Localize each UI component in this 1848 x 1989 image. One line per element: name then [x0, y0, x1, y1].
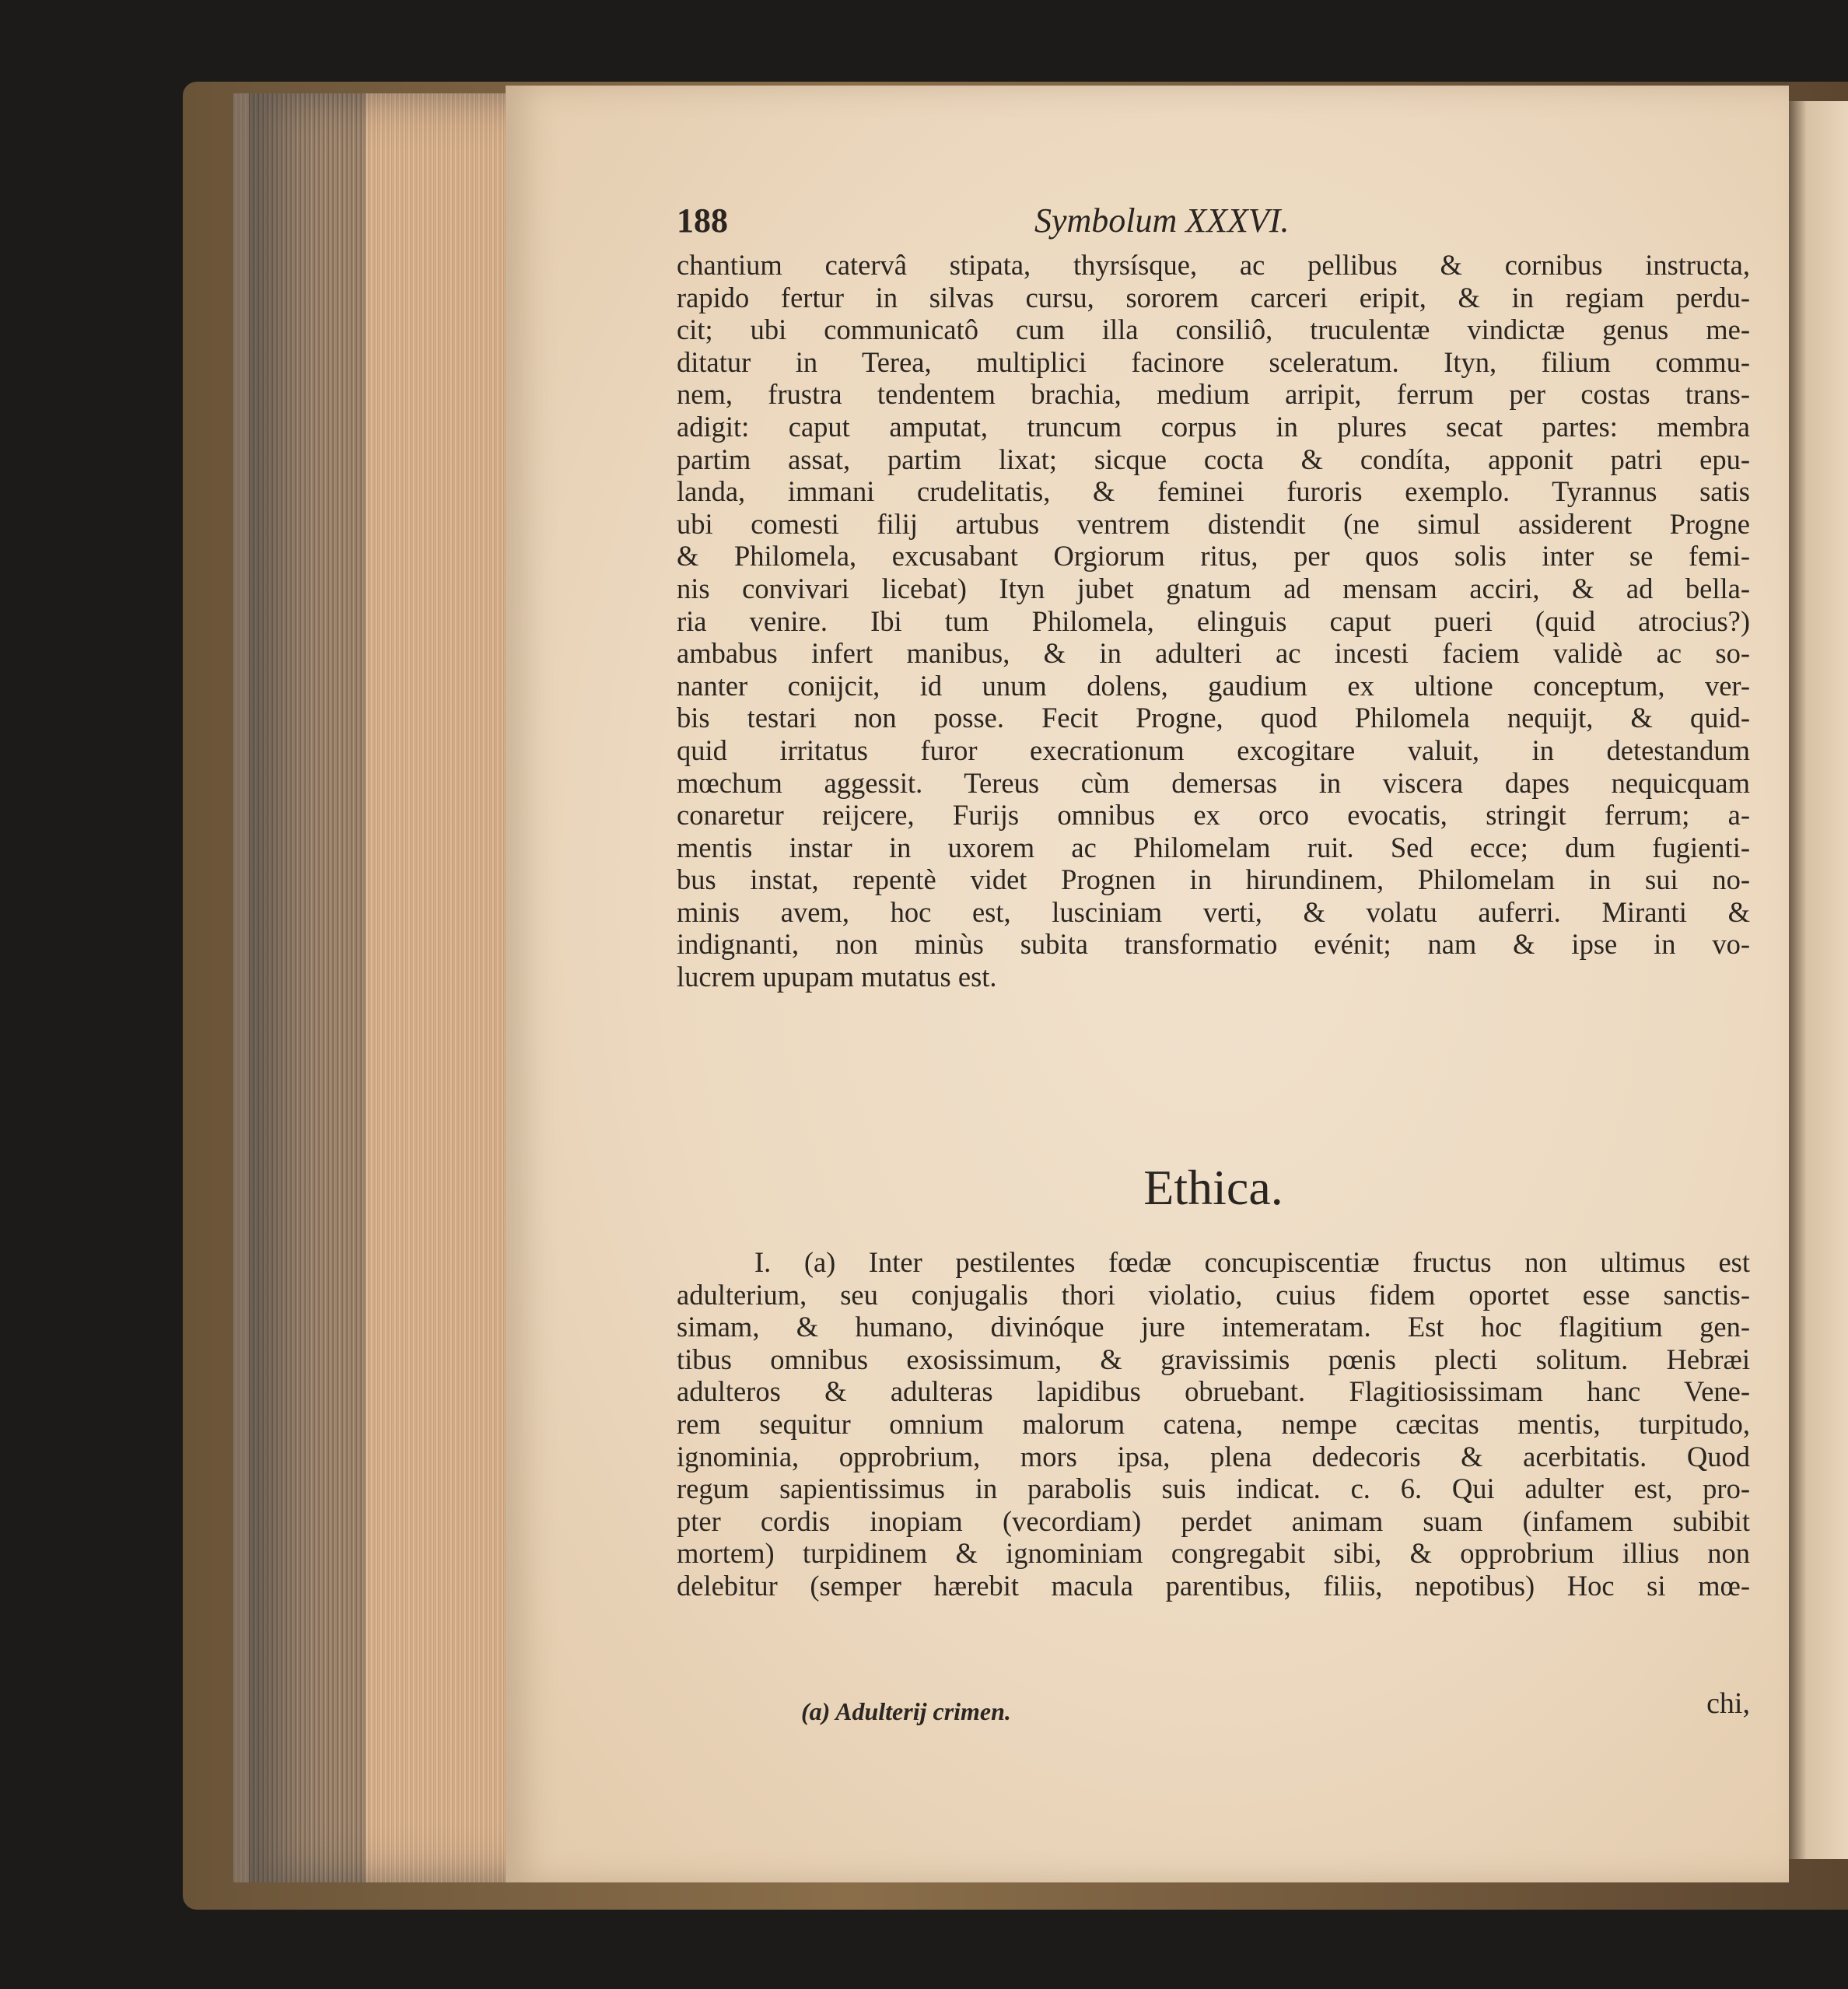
text-line: regum sapientissimus in parabolis suis indicat. c. 6. Qui adulter est, pro-	[677, 1472, 1750, 1505]
text-line: quid irritatus furor execrationum excogitare valuit, in detestandum	[677, 734, 1750, 766]
text-line: cit; ubi communicatô cum illa consiliô, truculentæ vindictæ genus me-	[677, 313, 1750, 346]
text-line: rem sequitur omnium malorum catena, nempe cæcitas mentis, turpitudo,	[677, 1407, 1750, 1440]
text-line: nis convivari licebat) Ityn jubet gnatum ad mensam acciri, & ad bella-	[677, 572, 1750, 604]
page-edges	[233, 93, 509, 1882]
text-line: ria venire. Ibi tum Philomela, elinguis caput pueri (quid atrocius?)	[677, 604, 1750, 637]
text-line: bus instat, repentè videt Prognen in hirundinem, Philomelam in sui no-	[677, 863, 1750, 896]
text-line: minis avem, hoc est, lusciniam verti, & volatu auferri. Miranti &	[677, 895, 1750, 928]
footnote: (a) Adulterij crimen.	[801, 1697, 1011, 1725]
text-line: ambabus infert manibus, & in adulteri ac incesti faciem validè ac so-	[677, 637, 1750, 670]
text-line: I. (a) Inter pestilentes fœdæ concupiscentiæ fructus non ultimus est	[754, 1246, 1750, 1278]
text-line: rapido fertur in silvas cursu, sororem carceri eripit, & in regiam perdu-	[677, 281, 1750, 313]
text-line: mœchum aggessit. Tereus cùm demersas in viscera dapes nequicquam	[677, 766, 1750, 799]
text-line: adulterium, seu conjugalis thori violatio, cuius fidem oportet esse sanctis-	[677, 1278, 1750, 1311]
text-line: nem, frustra tendentem brachia, medium arripit, ferrum per costas trans-	[677, 378, 1750, 411]
text-line: & Philomela, excusabant Orgiorum ritus, per quos solis inter se femi-	[677, 540, 1750, 573]
text-line: ubi comesti filij artubus ventrem distendit (ne simul assiderent Progne	[677, 507, 1750, 540]
text-line: pter cordis inopiam (vecordiam) perdet animam suam (infamem subibit	[677, 1504, 1750, 1537]
text-line: conaretur reijcere, Furijs omnibus ex orco evocatis, stringit ferrum; a-	[677, 799, 1750, 832]
text-line: delebitur (semper hærebit macula parentibus, filiis, nepotibus) Hoc si mœ-	[677, 1569, 1750, 1602]
text-line-last: lucrem upupam mutatus est.	[677, 961, 997, 993]
running-head	[677, 201, 1766, 240]
text-line: landa, immani crudelitatis, & feminei furoris exemplo. Tyrannus satis	[677, 475, 1750, 508]
text-line: indignanti, non minùs subita transformatio evénit; nam & ipse in vo-	[677, 928, 1750, 961]
text-line: mortem) turpidinem & ignominiam congregabit sibi, & opprobrium illius non	[677, 1537, 1750, 1570]
text-line: ditatur in Terea, multiplici facinore sceleratum. Ityn, filium commu-	[677, 345, 1750, 378]
text-line: simam, & humano, divinóque jure intemeratam. Est hoc flagitium gen-	[677, 1311, 1750, 1343]
narrative-text	[677, 249, 1750, 993]
text-line: ignominia, opprobrium, mors ipsa, plena dedecoris & acerbitatis. Quod	[677, 1440, 1750, 1472]
facing-page-edge	[1789, 101, 1848, 1859]
text-line: mentis instar in uxorem ac Philomelam ruit. Sed ecce; dum fugienti-	[677, 831, 1750, 863]
text-line: adigit: caput amputat, truncum corpus in plures secat partes: membra	[677, 410, 1750, 443]
running-title: Symbolum XXXVI.	[1034, 201, 1290, 240]
text-line: adulteros & adulteras lapidibus obruebant. Flagitiosissimam hanc Vene-	[677, 1375, 1750, 1408]
text-line: partim assat, partim lixat; sicque cocta & condíta, apponit patri epu-	[677, 443, 1750, 475]
text-line: nanter conijcit, id unum dolens, gaudium ex ultione conceptum, ver-	[677, 669, 1750, 702]
text-line: tibus omnibus exosissimum, & gravissimis pœnis plecti solitum. Hebræi	[677, 1343, 1750, 1375]
ethica-text	[677, 1246, 1750, 1602]
page-number: 188	[677, 201, 728, 240]
catchword: chi,	[1706, 1687, 1750, 1720]
text-line: chantium catervâ stipata, thyrsísque, ac pellibus & cornibus instructa,	[677, 249, 1750, 281]
section-heading: Ethica.	[1143, 1160, 1283, 1215]
text-line: bis testari non posse. Fecit Progne, quod Philomela nequijt, & quid-	[677, 702, 1750, 734]
